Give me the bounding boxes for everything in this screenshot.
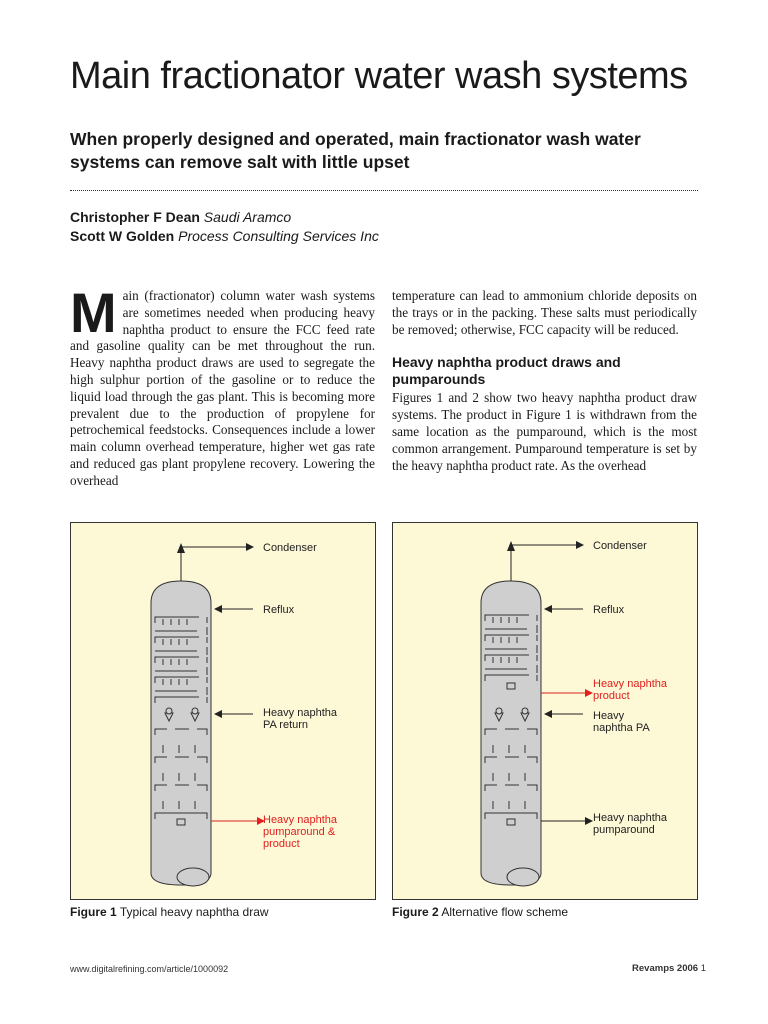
section-heading: Heavy naphtha product draws and pumparounds: [392, 354, 621, 388]
pumparound-arrowhead: [585, 817, 593, 825]
draw-sump: [177, 819, 185, 825]
pa-label: Heavy: [593, 710, 625, 722]
article-title: Main fractionator water wash systems: [70, 55, 688, 97]
figure-2-caption: [392, 905, 568, 919]
figure-1: [70, 522, 376, 900]
column-bottom-outlet: [177, 868, 209, 886]
product-arrowhead: [585, 689, 593, 697]
product-draw-sump: [507, 683, 515, 689]
overhead-line: [511, 545, 583, 581]
author-name: Scott W Golden: [70, 228, 175, 244]
figure-2: [392, 522, 698, 900]
pumparound-label: pumparound: [593, 824, 655, 836]
footer-url: www.digitalrefining.com/article/1000092: [70, 964, 229, 974]
author-block: [70, 208, 379, 246]
condenser-label: Condenser: [263, 542, 317, 554]
pumparound-label: product: [263, 838, 300, 850]
column-bottom-outlet: [507, 868, 539, 886]
body-column-left: [70, 281, 375, 490]
pumparound-label: Heavy naphtha: [593, 812, 667, 824]
pa-return-label: PA return: [263, 719, 309, 731]
caption-text: Alternative flow scheme: [441, 905, 569, 919]
figure-1-caption: [70, 905, 269, 919]
reflux-label: Reflux: [263, 604, 295, 616]
product-label: Heavy naphtha: [593, 678, 667, 690]
figure-1-diagram: [71, 523, 377, 901]
author-name: Christopher F Dean: [70, 209, 200, 225]
reflux-label: Reflux: [593, 604, 625, 616]
body-column-right: [392, 288, 697, 474]
pa-return-label: Heavy naphtha: [263, 707, 337, 719]
overhead-arrow-up: [177, 543, 185, 553]
caption-text: Typical heavy naphtha draw: [119, 905, 269, 919]
dotted-divider: [70, 190, 698, 191]
issue-name: Revamps 2006: [632, 963, 699, 974]
fractionator-column: [151, 581, 211, 885]
footer-issue: [632, 963, 706, 974]
drop-cap: M: [70, 281, 117, 344]
pumparound-label: Heavy naphtha: [263, 814, 337, 826]
author-org: Process Consulting Services Inc: [178, 228, 379, 244]
figure-2-diagram: [393, 523, 699, 901]
author-line: [70, 208, 379, 227]
fractionator-column: [481, 581, 541, 885]
overhead-line: [181, 547, 253, 581]
page-number: 1: [700, 963, 706, 974]
body-paragraph: Figures 1 and 2 show two heavy naphtha product draw systems. The product in Figure 1 is withdrawn from the same location as the pumparound, which is the most common arrangement. Pumparound temperature is set by the heavy naphtha product rate. As the overhead: [392, 390, 697, 473]
body-paragraph: ain (fractionator) column water wash systems are sometimes needed when producing heavy naphtha product to ensure the FCC feed rate and gasoline quality can be met throughout the run. Heavy naphtha product draws are used to segregate the high sulphur portion of the gasoline or to reduce the liquid load through the gas plant. This is becoming more prevalent due to the production of propylene for petrochemical feedstocks. Consequences include a lower main column overhead temperature, higher wet gas rate and reduced gas plant propylene recovery. Lowering the overhead: [70, 288, 375, 488]
pa-label: naphtha PA: [593, 722, 650, 734]
body-paragraph: temperature can lead to ammonium chloride deposits on the trays or in the packing. These salts must periodically be removed; otherwise, FCC capacity will be reduced.: [392, 288, 697, 337]
caption-label: Figure 1: [70, 905, 117, 919]
pump-draw-sump: [507, 819, 515, 825]
author-line: [70, 227, 379, 246]
product-label: product: [593, 690, 630, 702]
overhead-arrow-up: [507, 541, 515, 551]
author-org: Saudi Aramco: [203, 209, 292, 225]
caption-label: Figure 2: [392, 905, 439, 919]
article-subtitle: When properly designed and operated, main fractionator wash water systems can remove salt with little upset: [70, 129, 641, 172]
condenser-label: Condenser: [593, 540, 647, 552]
pumparound-label: pumparound &: [263, 826, 336, 838]
